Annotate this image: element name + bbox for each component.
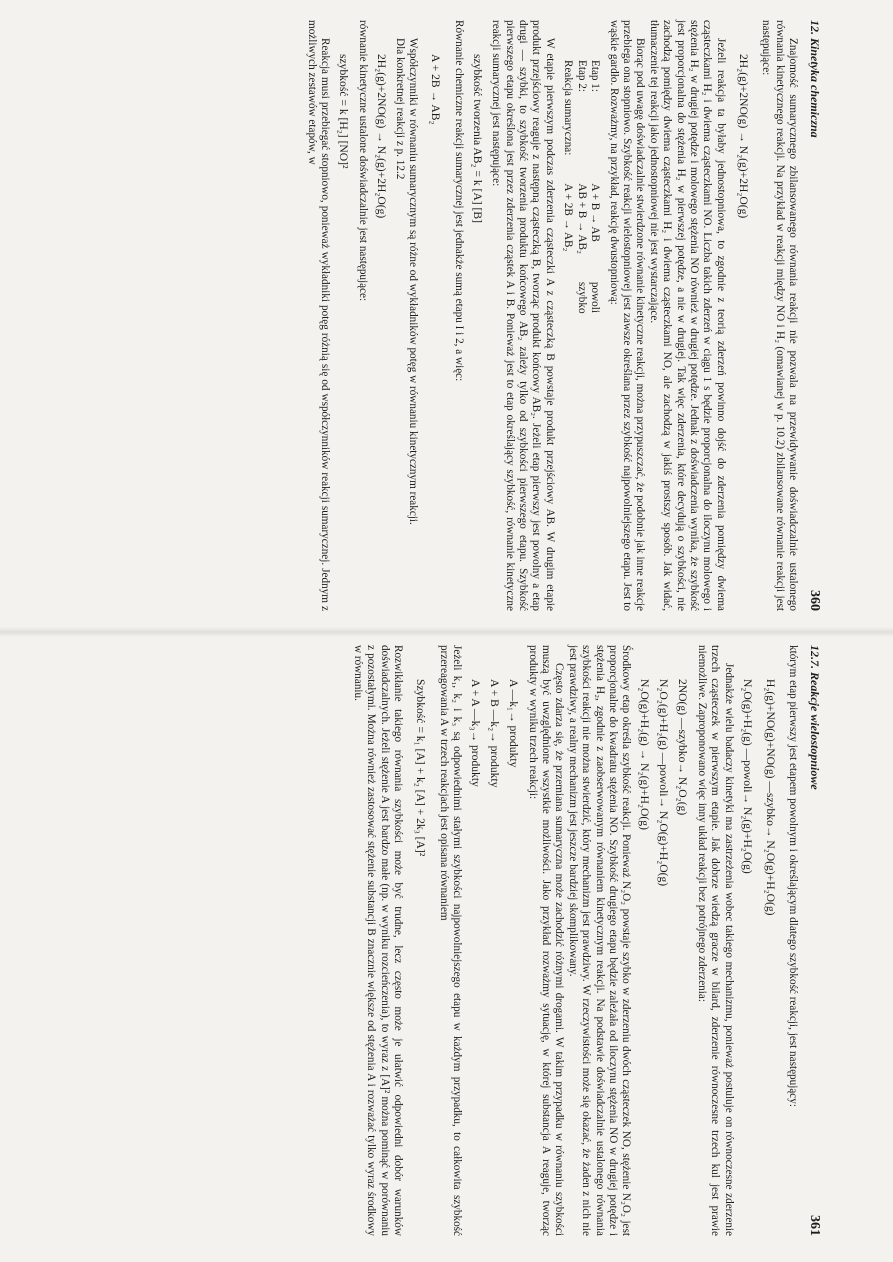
step-equation: A + B → AB (589, 183, 602, 242)
paragraph: Jeżeli reakcja ta byłaby jednostopniowa, to zgodnie z teorią zderzeń powinno dojść do zderzenia pomiędzy dwiema cząsteczkami H₂ i dwiema cząsteczkami NO. Liczba takich zderzeń w ciągu 1 s będzie proporcjonalna do iloczynu molowego i stężenia H₂ w drugiej potędze i molowego stężenia NO również w drugiej potędze. Jednak z doświadczenia wynika, że szybkość jest proporcjonalna do stężenia H₂ w pierwszej potędze, a nie w drugiej. Tak więc zderzenia, które decydują o szybkości, nie zachodzą pomiędzy dwiema cząsteczkami H₂ i dwiema cząsteczkami NO, ale zachodzą w jakiś prostszy sposób. Jak widać, tłumaczenie tej reakcji jako jednostopniowej nie jest wystarczające. (647, 20, 727, 611)
equation-concrete: 2H₂(g)+2NO(g) → N₂(g)+2H₂O(g) (374, 54, 388, 219)
page-header (806, 20, 822, 611)
paragraph: Równanie chemiczne reakcji sumarycznej jest jednakże sumą etapu I i 2, a więc: (452, 20, 465, 382)
paragraph: Jednakże wielu badaczy kinetyki ma zastrzeżenia wobec takiego mechanizmu, ponieważ postuluje on równoczesne zderzenie trzech cząsteczek w pierwszym etapie. Jak dobrze wiedzą gracze w bilard, zderzenie równoczesne trzech kul jest prawie niemożliwe. Zaproponowano więc inny układ reakcji bez potrójnego zderzenia: (695, 645, 735, 1236)
step-label: Reakcja sumaryczna: (562, 60, 575, 156)
step-speed (561, 282, 574, 314)
equation-sum: A + 2B → AB₂ (429, 54, 443, 125)
equation-total-rate: Szybkość = k₁ [A] + k₂ [A] + 2k₃ [A]² (414, 679, 428, 857)
paragraph: równanie kinetyczne ustalone doświadczalnie jest następujące: (356, 20, 369, 302)
paragraph: Środkowy etap określa szybkość reakcji. Ponieważ N₂O₂ powstaje szybko w zderzeniu dwóch cząsteczek NO, stężenie N₂O₂ jest proporcjonalne do kwadratu stężenia NO. Szybkość drugiego etapu będzie zależała od iloczynu stężenia NO w drugiej potędze i stężenia H₂, zgodnie z zaobserwowanym równaniem kinetycznym reakcji. Na podstawie doświadczalnie ustalonego równania szybkości reakcji nie można stwierdzić, który mechanizm jest prawdziwy. W rzeczywistości może się okazać, że żaden z nich nie jest prawdziwy, a realny mechanizm jest jeszcze bardziej skomplikowany. (566, 645, 633, 1236)
step-speed: powoli (589, 281, 602, 313)
chapter-header: 12. Kinetyka chemiczna (808, 20, 822, 138)
page-number: 361 (807, 1215, 822, 1236)
equation-rate-ab2: szybkość tworzenia AB₂ = k [A] [B] (470, 54, 484, 223)
equation-mechanism-1-step-2: N₂O(g)+H₂(g) —powoli→ N₂(g)+H₂O(g) (740, 679, 754, 874)
page-header (806, 645, 822, 1236)
step-equation: A + 2B → AB₂ (562, 183, 575, 252)
paragraph: Znajomość sumarycznego zbilansowanego równania reakcji nie pozwala na przewidywanie doświadczalnie ustalonego równania kinetycznego reakcji. Na przykład w reakcji między NO i H₂ (omawianej w p. 10.2) zbilansowane równanie reakcji jest następujące: (760, 20, 799, 611)
equation-path-3: A + A —k₃→ produkty (469, 679, 483, 787)
page-360-content (27, 20, 822, 611)
equation-mechanism-1: H₂(g)+NO(g)+NO(g) —szybko→ N₂O(g)+H₂O(g) (763, 679, 777, 916)
step-speed: szybko (575, 281, 588, 314)
equation-rate-no: szybkość = k [H₂] [NO]² (337, 54, 351, 169)
paragraph: Współczynniki w równaniu sumarycznym są różne od wykładników potęg w równaniu kinetycznym reakcji. (407, 38, 420, 525)
equation-path-1: A —k₁→ produkty (507, 679, 521, 768)
step-label: Etap 2: (575, 60, 588, 93)
step-label: Etap 1: (589, 60, 602, 93)
chapter-header: 12.7. Reakcje wielostopniowe (808, 645, 822, 790)
paragraph: Rozwikłanie takiego równania szybkości może być trudne, lecz często może je ułatwić odpowiedni dobór warunków doświadczalnych. Jeżeli stężenie A jest bardzo małe (np. w wyniku rozcieńczenia), to wyraz z [A]² można pominąć w porównaniu z pozostałymi. Można również zastosować stężenie substancji B znacznie większe od stężenia A i rozważać tylko wyraz środkowy w równaniu. (352, 645, 405, 1236)
equation-alternative-3: N₂O(g)+H₂(g) → N₂(g)+H₂O(g) (638, 679, 652, 830)
equation-alternative-2: N₂O₂(g)+H₂(g) —powoli→ N₂O(g)+H₂O(g) (657, 679, 671, 887)
equation-alternative-1: 2NO(g) —szybko→ N₂O₂(g) (676, 679, 690, 816)
step-equation: AB + B → AB₂ (575, 183, 588, 254)
equation-overall: 2H₂(g)+2NO(g) → N₂(g)+2H₂O(g) (736, 54, 750, 219)
page-361-content (27, 645, 822, 1236)
paragraph: Jeżeli k₁, k₂ i k₃ są odpowiednimi stałymi szybkości najpowolniejszego etapu w każdym przypadku, to całkowita szybkość przereagowania A w trzech reakcjach jest opisana równaniem (437, 645, 464, 1236)
paragraph: Biorąc pod uwagę doświadczalnie stwierdzone równanie kinetyczne reakcji, można przypuszczać, że podobnie jak inne reakcje przebiega ona stopniowo. Szybkość reakcji wielostopniowej jest zawsze określana przez szybkość najpowolniejszego etapu. Jest to wąskie gardło. Rozważmy, na przykład, reakcję dwustopniową: (607, 20, 647, 611)
page-361 (0, 631, 893, 1262)
paragraph: W etapie pierwszym podczas zderzenia cząsteczki A z cząsteczką B powstaje produkt przejściowy AB. W drugim etapie produkt przejściowy reaguje z następną cząsteczką B, tworząc produkt końcowy AB₂. Jeżeli etap pierwszy jest powolny a etap drugi — szybki, to szybkość tworzenia produktu końcowego AB₂ zależy tylko od szybkości pierwszego etapu. Szybkość pierwszego etapu określona jest przez zderzenia cząstek A i B. Ponieważ jest to etap określający szybkość, równanie kinetyczne reakcji sumarycznej jest następujące: (490, 20, 556, 611)
paragraph: Reakcja musi przebiegać stopniowo, ponieważ wykładniki potęg różnią się od współczynników reakcji sumarycznej. Jednym z możliwych zestawów etapów, w (305, 20, 332, 611)
paragraph: Często zdarza się, że przemiana sumaryczna może zachodzić różnymi drogami. W takim przypadku w równaniu szybkości muszą być uwzględnione wszystkie możliwości. Jako przykład rozważmy sytuację, w której substancja A reaguje, tworząc produkty w wyniku trzech reakcji: (526, 645, 566, 1236)
equation-path-2: A + B —k₂→ produkty (488, 679, 502, 788)
page-number: 360 (807, 590, 822, 611)
paragraph: Dla konkretnej reakcji z p. 12.2 (394, 38, 407, 180)
reaction-steps (561, 60, 601, 314)
paragraph: którym etap pierwszy jest etapem powolnym i określającym dlatego szybkość reakcji, jest następujący: (787, 645, 799, 1107)
